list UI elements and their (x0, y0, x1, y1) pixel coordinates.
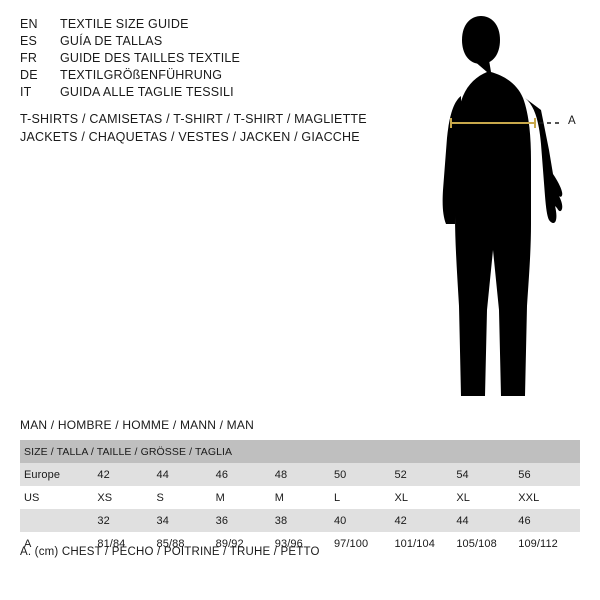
table-cell: XL (456, 486, 518, 509)
row-label: A (20, 532, 97, 555)
language-code: EN (20, 17, 38, 31)
table-cell: 54 (456, 463, 518, 486)
table-cell: 97/100 (334, 532, 395, 555)
row-label: Europe (20, 463, 97, 486)
table-cell: M (216, 486, 275, 509)
language-row (20, 84, 400, 101)
table-cell: L (334, 486, 395, 509)
table-cell: 93/96 (275, 532, 334, 555)
language-row (20, 50, 400, 67)
language-list (20, 16, 400, 101)
table-cell: XS (97, 486, 156, 509)
table-cell: 36 (216, 509, 275, 532)
table-cell: XL (394, 486, 456, 509)
language-row (20, 67, 400, 84)
size-table (20, 440, 580, 555)
table-cell: 46 (216, 463, 275, 486)
table-cell: 42 (394, 509, 456, 532)
callout-label-a: A (568, 115, 576, 127)
language-text: TEXTILGRÖßENFÜHRUNG (60, 68, 223, 82)
table-cell: 34 (157, 509, 216, 532)
table-cell: 109/112 (518, 532, 580, 555)
table-header-row (20, 440, 580, 463)
table-cell: 48 (275, 463, 334, 486)
language-code: ES (20, 34, 38, 48)
language-code: IT (20, 85, 32, 99)
language-row (20, 16, 400, 33)
table-cell: M (275, 486, 334, 509)
table-cell: 52 (394, 463, 456, 486)
language-text: GUIDA ALLE TAGLIE TESSILI (60, 85, 234, 99)
table-title-man: MAN / HOMBRE / HOMME / MANN / MAN (20, 418, 254, 432)
table-cell: 44 (456, 509, 518, 532)
table-cell: 50 (334, 463, 395, 486)
table-row (20, 509, 580, 532)
language-text: GUIDE DES TAILLES TEXTILE (60, 51, 241, 65)
table-cell: 32 (97, 509, 156, 532)
table-cell: 89/92 (216, 532, 275, 555)
row-label: US (20, 486, 97, 509)
table-cell: 44 (157, 463, 216, 486)
table-cell: 38 (275, 509, 334, 532)
table-cell: 40 (334, 509, 395, 532)
category-line-tshirts: T-SHIRTS / CAMISETAS / T-SHIRT / T-SHIRT / MAGLIETTE (20, 112, 367, 126)
language-code: DE (20, 68, 38, 82)
table-row (20, 463, 580, 486)
language-row (20, 33, 400, 50)
table-cell: S (157, 486, 216, 509)
language-text: TEXTILE SIZE GUIDE (60, 17, 189, 31)
category-list (20, 110, 420, 146)
table-header-label: SIZE / TALLA / TAILLE / GRÖSSE / TAGLIA (20, 440, 580, 463)
footnote-chest-measure: A. (cm) CHEST / PECHO / POITRINE / TRUHE / PETTO (20, 546, 320, 558)
table-cell: 46 (518, 509, 580, 532)
table-cell: XXL (518, 486, 580, 509)
table-cell: 81/84 (97, 532, 156, 555)
table-row (20, 486, 580, 509)
table-cell: 85/88 (157, 532, 216, 555)
language-code: FR (20, 51, 38, 65)
figure-man-silhouette (405, 10, 600, 410)
language-text: GUÍA DE TALLAS (60, 34, 163, 48)
table-cell: 101/104 (394, 532, 456, 555)
table-cell: 105/108 (456, 532, 518, 555)
table-cell: 42 (97, 463, 156, 486)
category-line-jackets: JACKETS / CHAQUETAS / VESTES / JACKEN / GIACCHE (20, 130, 360, 144)
table-cell: 56 (518, 463, 580, 486)
row-label (20, 509, 97, 532)
silhouette-svg (405, 10, 600, 410)
